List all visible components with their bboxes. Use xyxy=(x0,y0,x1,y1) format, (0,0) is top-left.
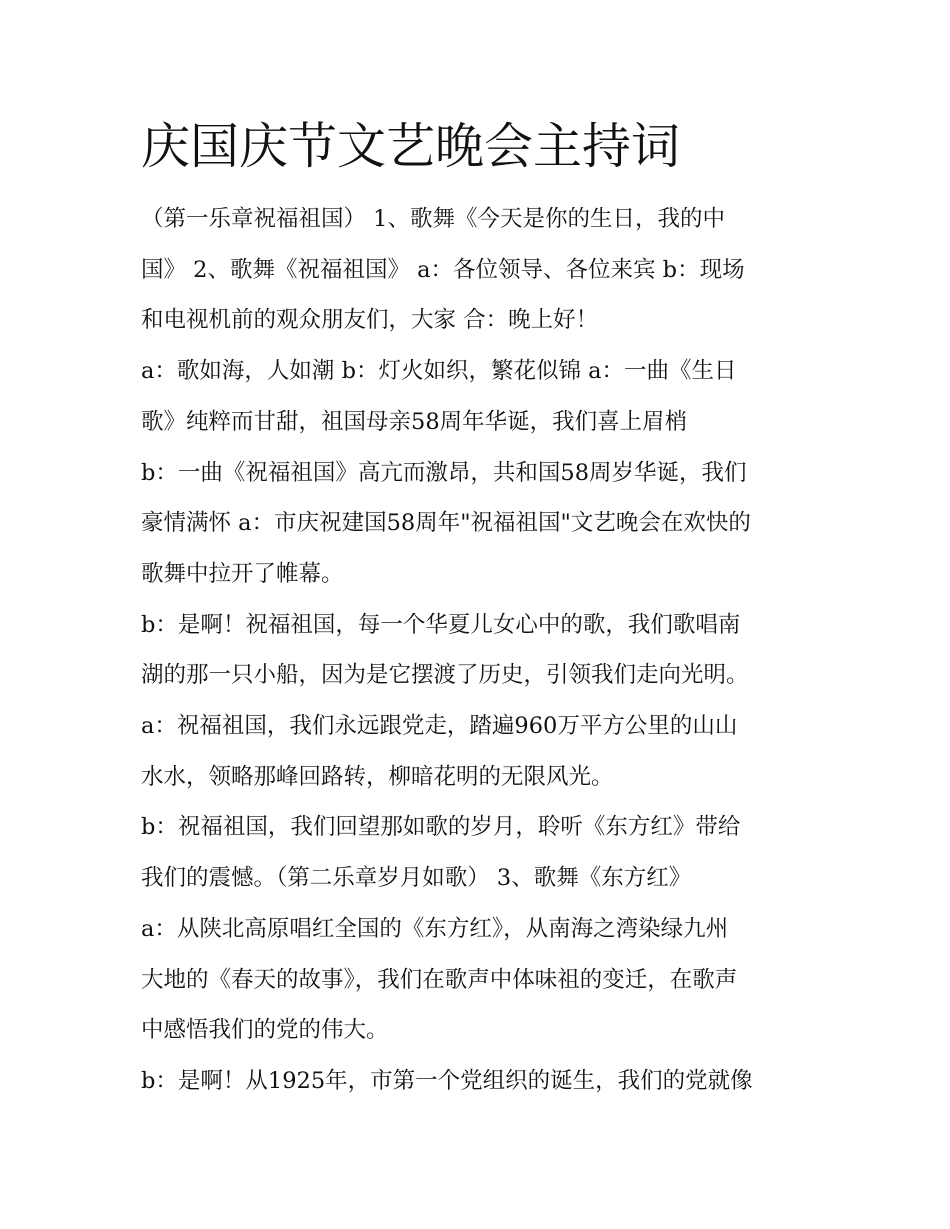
text-line: 豪情满怀 a：市庆祝建国58周年"祝福祖国"文艺晚会在欢快的 xyxy=(141,510,751,537)
text-line: 中感悟我们的党的伟大。 xyxy=(141,1017,389,1044)
text-line: 和电视机前的观众朋友们，大家 合：晚上好！ xyxy=(141,307,599,334)
document-title: 庆国庆节文艺晚会主持词 xyxy=(141,118,681,175)
text-line: 大地的《春天的故事》，我们在歌声中体味祖的变迁，在歌声 xyxy=(141,966,738,993)
document-page xyxy=(141,112,821,1107)
text-line: b：祝福祖国，我们回望那如歌的岁月，聆听《东方红》带给 xyxy=(141,814,741,841)
text-line: （第一乐章祝福祖国） 1、歌舞《今天是你的生日，我的中 xyxy=(141,206,725,232)
text-line: 歌舞中拉开了帷幕。 xyxy=(141,560,344,587)
text-line: b：是啊！祝福祖国，每一个华夏儿女心中的歌，我们歌唱南 xyxy=(141,611,741,638)
text-line: a：歌如海，人如潮 b：灯火如织，繁花似锦 a：一曲《生日 xyxy=(141,358,737,385)
text-line: a：从陕北高原唱红全国的《东方红》，从南海之湾染绿九州 xyxy=(141,915,729,942)
text-line: 歌》纯粹而甘甜，祖国母亲58周年华诞，我们喜上眉梢 xyxy=(141,408,688,435)
text-line: 我们的震憾。（第二乐章岁月如歌） 3、歌舞《东方红》 xyxy=(141,865,692,892)
text-line: 国》 2、歌舞《祝福祖国》 a：各位领导、各位来宾 b：现场 xyxy=(141,256,745,283)
text-line: b：是啊！从1925年，市第一个党组织的诞生，我们的党就像 xyxy=(141,1067,753,1094)
text-line: 湖的那一只小船，因为是它摆渡了历史，引领我们走向光明。 xyxy=(141,662,749,689)
text-line: 水水，领略那峰回路转，柳暗花明的无限风光。 xyxy=(141,763,614,790)
text-line: b：一曲《祝福祖国》高亢而激昂，共和国58周岁华诞，我们 xyxy=(141,459,747,486)
document-body xyxy=(141,194,821,1107)
text-line: a：祝福祖国，我们永远跟党走，踏遍960万平方公里的山山 xyxy=(141,713,738,740)
